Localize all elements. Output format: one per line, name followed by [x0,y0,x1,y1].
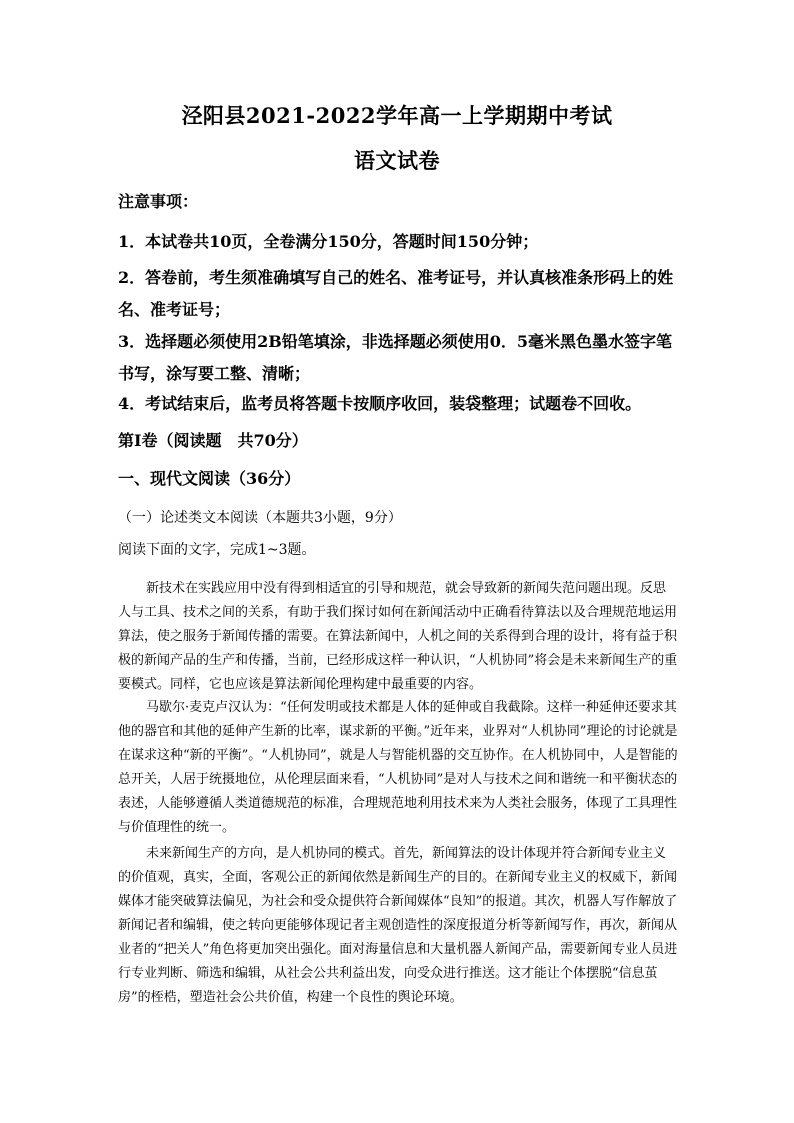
subpart-heading: （一）论述类文本阅读（本题共3小题，9分） [118,510,402,526]
passage-paragraph-1: 新技术在实践应用中没有得到相适宜的引导和规范，就会导致新的新闻失范问题出现。反思人与工具、技术之间的关系，有助于我们探讨如何在新闻活动中正确看待算法以及合理规范地运用算法，使之服务于新闻传播的需要。在算法新闻中，人机之间的关系得到合理的设计，将有益于积极的新闻产品的生产和传播，当前，已经形成这样一种认识，“人机协同”将会是未来新闻生产的重要模式。同样，它也应该是算法新闻伦理构建中最重要的内容。 [118,581,678,692]
notice-item-1: 1．本试卷共10页，全卷满分150分，答题时间150分钟； [118,232,539,251]
exam-title: 泾阳县2021-2022学年高一上学期期中考试 [181,103,613,128]
part-heading: 一、现代文阅读（36分） [118,469,301,488]
notice-item-3: 3．选择题必须使用2B铅笔填涂，非选择题必须使用0．5毫米黑色墨水签字笔书写，涂写要工整、清晰； [118,332,673,383]
reading-instruction: 阅读下面的文字，完成1~3题。 [118,542,316,558]
passage-paragraph-3: 未来新闻生产的方向，是人机协同的模式。首先，新闻算法的设计体现并符合新闻专业主义的价值观，真实，全面，客观公正的新闻依然是新闻生产的目的。在新闻专业主义的权威下，新闻媒体才能突破算法偏见，为社会和受众提供符合新闻媒体“良知”的报道。其次，机器人写作解放了新闻记者和编辑，使之转向更能够体现记者主观创造性的深度报道分析等新闻写作，再次，新闻从业者的“把关人”角色将更加突出强化。面对海量信息和大量机器人新闻产品，需要新闻专业人员进行专业判断、筛选和编辑，从社会公共利益出发，向受众进行推送。这才能让个体摆脱“信息茧房”的桎梏，塑造社会公共价值，构建一个良性的舆论环境。 [118,846,678,1005]
notice-heading: 注意事项： [118,192,199,211]
exam-subtitle: 语文试卷 [354,148,440,173]
notice-item-2: 2．答卷前，考生须准确填写自己的姓名、准考证号，并认真核准条形码上的姓名、准考证号； [118,268,674,319]
volume-heading: 第Ⅰ卷（阅读题 共70分） [118,431,308,450]
passage-paragraph-2: 马歇尔·麦克卢汉认为：“任何发明或技术都是人体的延伸或自我截除。这样一种延伸还要求其他的器官和其他的延伸产生新的比率，谋求新的平衡。”近年来，业界对“人机协同”理论的讨论就是在谋求这种“新的平衡”。“人机协同”，就是人与智能机器的交互协作。在人机协同中，人是智能的总开关，人居于统摄地位，从伦理层面来看，“人机协同”是对人与技术之间和谐统一和平衡状态的表述，人能够遵循人类道德规范的标准，合理规范地利用技术来为人类社会服务，体现了工具理性与价值理性的统一。 [118,700,678,835]
notice-item-4: 4．考试结束后，监考员将答题卡按顺序收回，装袋整理；试题卷不回收。 [118,394,642,413]
